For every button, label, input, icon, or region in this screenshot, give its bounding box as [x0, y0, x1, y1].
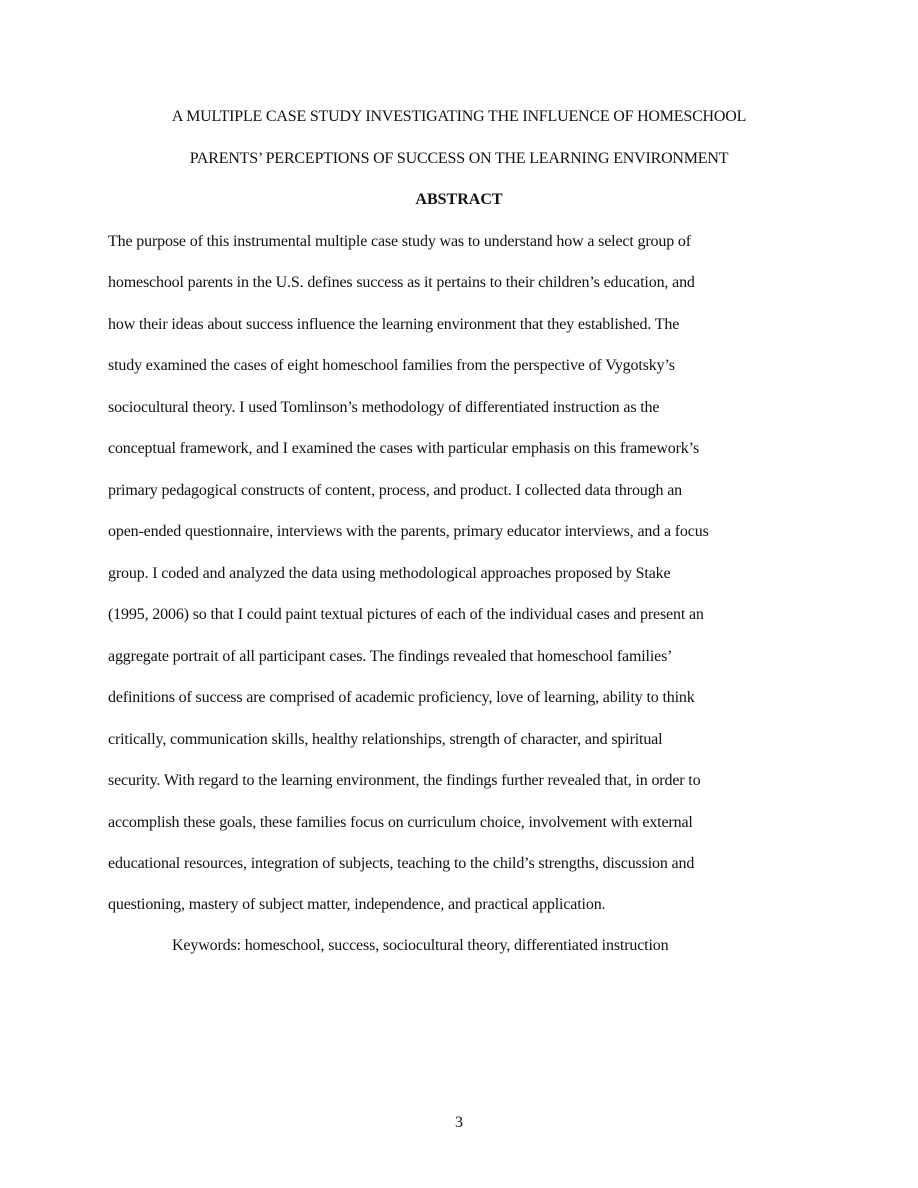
abstract-line: critically, communication skills, healthy relationships, strength of character, and spiritual — [108, 731, 663, 748]
title-line-2: PARENTS’ PERCEPTIONS OF SUCCESS ON THE LEARNING ENVIRONMENT — [189, 150, 729, 167]
abstract-line: group. I coded and analyzed the data using methodological approaches proposed by Stake — [108, 565, 671, 582]
keywords-line: Keywords: homeschool, success, sociocultural theory, differentiated instruction — [172, 937, 669, 954]
abstract-line: security. With regard to the learning environment, the findings further revealed that, in order to — [108, 772, 701, 789]
abstract-heading: ABSTRACT — [415, 191, 503, 208]
abstract-line: educational resources, integration of subjects, teaching to the child’s strengths, discussion and — [108, 855, 695, 872]
page-number: 3 — [455, 1114, 463, 1131]
abstract-line: definitions of success are comprised of academic proficiency, love of learning, ability to think — [108, 689, 695, 706]
abstract-line: questioning, mastery of subject matter, independence, and practical application. — [108, 896, 606, 913]
abstract-line: homeschool parents in the U.S. defines success as it pertains to their children’s education, and — [108, 274, 695, 291]
abstract-line: aggregate portrait of all participant cases. The findings revealed that homeschool families’ — [108, 648, 673, 665]
title-line-1: A MULTIPLE CASE STUDY INVESTIGATING THE INFLUENCE OF HOMESCHOOL — [171, 108, 747, 125]
abstract-line: study examined the cases of eight homeschool families from the perspective of Vygotsky’s — [108, 357, 675, 374]
abstract-line: The purpose of this instrumental multiple case study was to understand how a select group of — [108, 233, 691, 250]
abstract-line: accomplish these goals, these families focus on curriculum choice, involvement with external — [108, 814, 693, 831]
abstract-line: open-ended questionnaire, interviews with the parents, primary educator interviews, and a focus — [108, 523, 709, 540]
abstract-line: how their ideas about success influence the learning environment that they established. The — [108, 316, 680, 333]
abstract-line: primary pedagogical constructs of content, process, and product. I collected data through an — [108, 482, 682, 499]
abstract-line: conceptual framework, and I examined the cases with particular emphasis on this framework’s — [108, 440, 700, 457]
abstract-line: sociocultural theory. I used Tomlinson’s methodology of differentiated instruction as the — [108, 399, 660, 416]
abstract-line: (1995, 2006) so that I could paint textual pictures of each of the individual cases and present an — [108, 606, 704, 623]
